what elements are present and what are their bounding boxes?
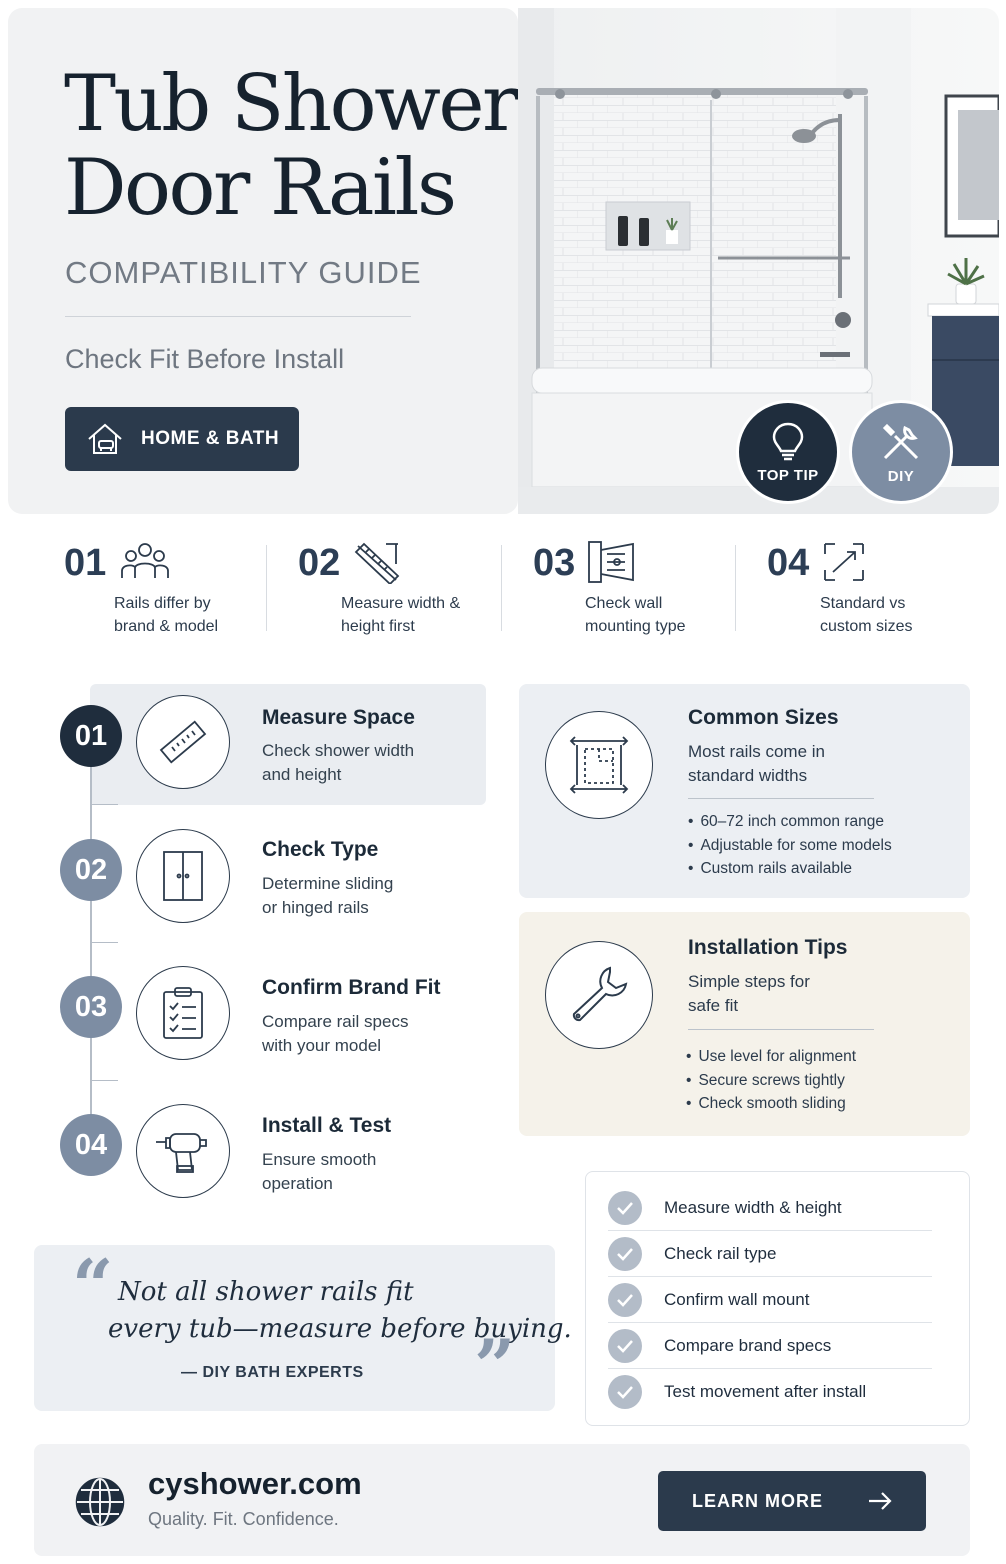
ruler-icon [155,714,211,770]
clipboard-icon [160,986,206,1040]
timeline-desc-line-1: Determine sliding [262,874,394,893]
checklist [585,1171,970,1426]
step-number: 02 [298,542,341,584]
step-number: 03 [533,542,576,584]
checklist-label: Compare brand specs [664,1335,832,1355]
hero-subtitle: COMPATIBILITY GUIDE [65,255,422,290]
step-divider [735,545,736,631]
tools-icon [879,420,923,464]
timeline-tick [90,804,118,805]
timeline-desc-line-2: and height [262,765,342,784]
door-icon [160,850,206,902]
checklist-item [608,1277,932,1323]
title-line-1: Tub Shower [64,59,517,149]
checklist-label: Measure width & height [664,1197,842,1217]
timeline-title: Check Type [262,838,379,861]
card-desc [688,740,888,788]
step-label-line-2: brand & model [114,618,219,635]
timeline-number: 02 [60,839,122,901]
timeline-title: Measure Space [262,706,415,729]
list-item: • Secure screws tightly [686,1069,856,1093]
hero-tagline: Check Fit Before Install [65,344,345,374]
check-icon [608,1375,642,1409]
card-desc-line-2: standard widths [688,766,808,785]
timeline-desc-line-2: or hinged rails [262,898,369,917]
checklist-label: Check rail type [664,1243,777,1263]
step-label [114,592,284,638]
step-label-line-2: custom sizes [820,618,913,635]
timeline-number: 01 [60,705,122,767]
open-quote-icon: “ [72,1243,114,1328]
timeline-desc-line-1: Compare rail specs [262,1012,409,1031]
title-line-2: Door Rails [64,143,455,233]
timeline-desc [262,1010,462,1058]
step-label [585,592,755,638]
card-title: Installation Tips [688,936,848,959]
people-icon [118,540,172,584]
step-3 [533,540,763,640]
checklist-item [608,1231,932,1277]
timeline-number: 04 [60,1114,122,1176]
checklist-item [608,1369,932,1415]
step-4 [767,540,997,640]
card-desc-line-1: Simple steps for [688,972,810,991]
checklist-item [608,1323,932,1369]
timeline-icon [136,1104,230,1198]
list-item: • Adjustable for some models [688,834,892,858]
step-label-line-1: Standard vs [820,595,906,612]
step-number: 01 [64,542,107,584]
wrench-icon [566,962,632,1028]
card-list [686,1045,856,1116]
check-icon [608,1329,642,1363]
card-list [688,810,892,881]
category-button[interactable] [65,407,299,471]
card-divider [688,1029,874,1030]
card-icon [545,941,653,1049]
learn-more-label: LEARN MORE [692,1490,823,1511]
check-icon [608,1237,642,1271]
card-title: Common Sizes [688,706,839,729]
card-divider [688,798,874,799]
wall-mount-icon [587,540,637,584]
check-icon [608,1191,642,1225]
measure-icon [352,540,402,584]
checklist-label: Confirm wall mount [664,1289,810,1309]
step-label-line-2: mounting type [585,618,686,635]
step-label-line-2: height first [341,618,415,635]
list-item: • Check smooth sliding [686,1092,856,1116]
house-icon [85,419,125,459]
learn-more-button[interactable] [658,1471,926,1531]
timeline-tick [90,942,118,943]
timeline-tick [90,1080,118,1081]
quote-author: — DIY BATH EXPERTS [181,1364,364,1381]
quote-line-1: Not all shower rails fit [118,1277,414,1307]
timeline-desc [262,872,462,920]
timeline-icon [136,695,230,789]
timeline-icon [136,829,230,923]
timeline-line [90,760,92,1150]
step-divider [501,545,502,631]
step-label-line-1: Check wall [585,595,663,612]
list-item: • 60–72 inch common range [688,810,892,834]
footer-tagline: Quality. Fit. Confidence. [148,1509,339,1529]
top-tip-label: TOP TIP [757,466,819,484]
card-desc-line-1: Most rails come in [688,742,825,761]
timeline-desc-line-1: Check shower width [262,741,415,760]
checklist-item [608,1185,932,1231]
step-label [341,592,511,638]
drill-icon [154,1126,212,1176]
arrow-right-icon [866,1487,894,1515]
card-desc-line-2: safe fit [688,996,739,1015]
timeline-desc-line-1: Ensure smooth [262,1150,377,1169]
step-label-line-1: Measure width & [341,595,461,612]
category-label: HOME & BATH [141,428,280,449]
timeline-desc [262,1148,462,1196]
lightbulb-icon [771,421,805,463]
card-desc [688,970,888,1018]
timeline-number: 03 [60,976,122,1038]
timeline-desc-line-2: with your model [262,1036,382,1055]
timeline-title: Install & Test [262,1114,392,1137]
checklist-label: Test movement after install [664,1382,867,1401]
list-item: • Custom rails available [688,857,892,881]
globe-icon [74,1476,126,1528]
hero-divider [65,316,411,317]
timeline-desc-line-2: operation [262,1174,333,1193]
resize-icon [821,540,867,584]
top-tip-badge [736,400,840,504]
check-icon [608,1283,642,1317]
timeline-title: Confirm Brand Fit [262,976,441,999]
step-divider [266,545,267,631]
close-quote-icon: ” [474,1323,516,1408]
page-title [64,59,524,233]
dimensions-icon [567,733,631,797]
step-number: 04 [767,542,810,584]
card-icon [545,711,653,819]
step-2 [298,540,528,640]
diy-badge [849,400,953,504]
timeline-icon [136,966,230,1060]
step-label [820,592,990,638]
step-label-line-1: Rails differ by [114,595,211,612]
quote-line-2: every tub—measure before buying. [108,1314,572,1344]
step-1 [64,540,294,640]
brand-link[interactable]: cyshower.com [148,1466,362,1501]
diy-label: DIY [887,467,915,485]
list-item: • Use level for alignment [686,1045,856,1069]
timeline-desc [262,739,462,787]
